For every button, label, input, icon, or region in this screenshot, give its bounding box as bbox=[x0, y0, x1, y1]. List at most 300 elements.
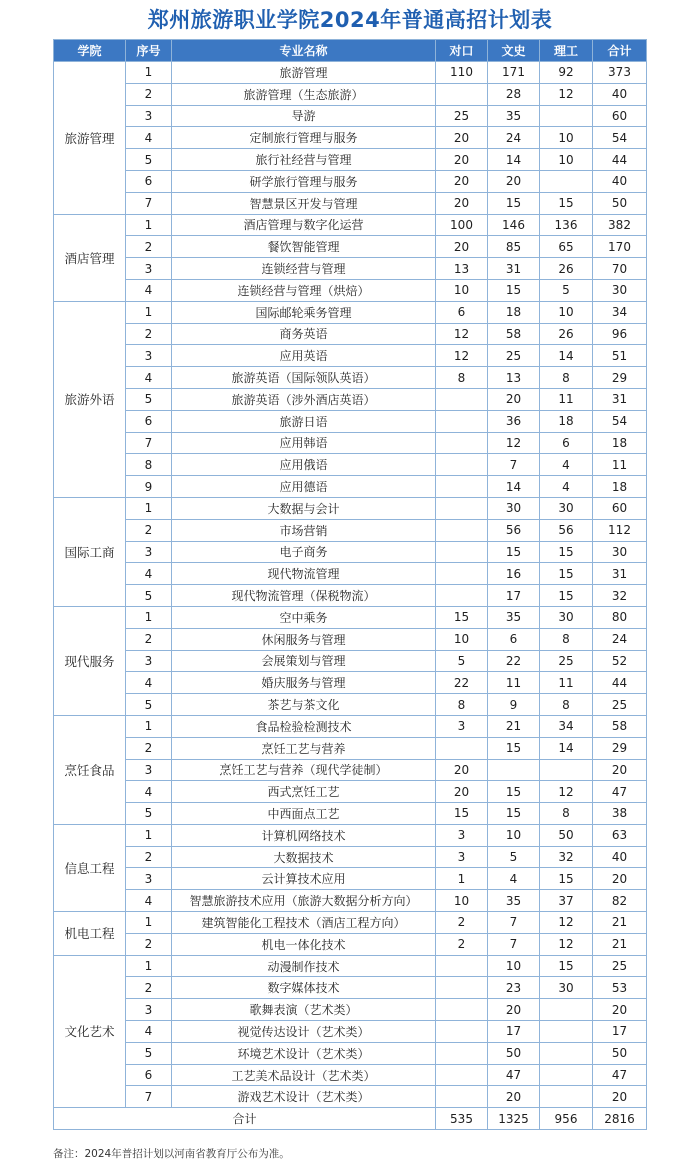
row-number-cell: 4 bbox=[126, 890, 172, 912]
college-name-cell: 旅游外语 bbox=[54, 301, 126, 497]
total-sum: 2816 bbox=[593, 1108, 647, 1130]
row-number-cell: 1 bbox=[126, 606, 172, 628]
row-number-cell: 7 bbox=[126, 1086, 172, 1108]
table-row bbox=[54, 105, 647, 127]
table-row bbox=[54, 759, 647, 781]
wenshi-cell: 15 bbox=[488, 279, 540, 301]
row-number-cell: 5 bbox=[126, 388, 172, 410]
duikou-cell: 2 bbox=[436, 933, 488, 955]
wenshi-cell: 7 bbox=[488, 912, 540, 934]
row-number-cell: 2 bbox=[126, 977, 172, 999]
row-total-cell: 25 bbox=[593, 955, 647, 977]
duikou-cell: 110 bbox=[436, 62, 488, 84]
duikou-cell: 15 bbox=[436, 606, 488, 628]
ligong-cell: 10 bbox=[540, 301, 593, 323]
wenshi-cell: 35 bbox=[488, 105, 540, 127]
table-row bbox=[54, 279, 647, 301]
major-name-cell: 烹饪工艺与营养（现代学徒制） bbox=[172, 759, 436, 781]
ligong-cell: 50 bbox=[540, 824, 593, 846]
duikou-cell: 20 bbox=[436, 170, 488, 192]
duikou-cell: 8 bbox=[436, 367, 488, 389]
wenshi-cell: 5 bbox=[488, 846, 540, 868]
row-total-cell: 34 bbox=[593, 301, 647, 323]
ligong-cell: 14 bbox=[540, 737, 593, 759]
major-name-cell: 酒店管理与数字化运营 bbox=[172, 214, 436, 236]
wenshi-cell: 9 bbox=[488, 694, 540, 716]
row-total-cell: 25 bbox=[593, 694, 647, 716]
row-number-cell: 2 bbox=[126, 236, 172, 258]
row-total-cell: 373 bbox=[593, 62, 647, 84]
row-total-cell: 112 bbox=[593, 519, 647, 541]
ligong-cell bbox=[540, 1064, 593, 1086]
row-number-cell: 4 bbox=[126, 672, 172, 694]
wenshi-cell: 15 bbox=[488, 803, 540, 825]
duikou-cell bbox=[436, 410, 488, 432]
header-wenshi: 文史 bbox=[488, 40, 540, 62]
major-name-cell: 定制旅行管理与服务 bbox=[172, 127, 436, 149]
header-major: 专业名称 bbox=[172, 40, 436, 62]
row-total-cell: 50 bbox=[593, 192, 647, 214]
duikou-cell: 12 bbox=[436, 323, 488, 345]
ligong-cell: 136 bbox=[540, 214, 593, 236]
college-name-cell: 机电工程 bbox=[54, 912, 126, 956]
ligong-cell: 12 bbox=[540, 781, 593, 803]
major-name-cell: 婚庆服务与管理 bbox=[172, 672, 436, 694]
major-name-cell: 应用俄语 bbox=[172, 454, 436, 476]
total-row bbox=[54, 1108, 647, 1130]
wenshi-cell: 14 bbox=[488, 149, 540, 171]
row-total-cell: 54 bbox=[593, 127, 647, 149]
ligong-cell: 56 bbox=[540, 519, 593, 541]
ligong-cell: 8 bbox=[540, 628, 593, 650]
duikou-cell: 15 bbox=[436, 803, 488, 825]
row-number-cell: 5 bbox=[126, 694, 172, 716]
row-total-cell: 29 bbox=[593, 737, 647, 759]
ligong-cell: 10 bbox=[540, 149, 593, 171]
ligong-cell: 32 bbox=[540, 846, 593, 868]
table-row bbox=[54, 192, 647, 214]
row-total-cell: 40 bbox=[593, 170, 647, 192]
header-college: 学院 bbox=[54, 40, 126, 62]
wenshi-cell: 7 bbox=[488, 933, 540, 955]
row-total-cell: 20 bbox=[593, 1086, 647, 1108]
major-name-cell: 现代物流管理 bbox=[172, 563, 436, 585]
wenshi-cell: 23 bbox=[488, 977, 540, 999]
row-number-cell: 6 bbox=[126, 410, 172, 432]
duikou-cell: 20 bbox=[436, 759, 488, 781]
wenshi-cell: 15 bbox=[488, 737, 540, 759]
wenshi-cell: 47 bbox=[488, 1064, 540, 1086]
ligong-cell: 92 bbox=[540, 62, 593, 84]
ligong-cell: 30 bbox=[540, 977, 593, 999]
college-name-cell: 烹饪食品 bbox=[54, 715, 126, 824]
duikou-cell: 25 bbox=[436, 105, 488, 127]
duikou-cell bbox=[436, 563, 488, 585]
ligong-cell bbox=[540, 1042, 593, 1064]
header-no: 序号 bbox=[126, 40, 172, 62]
table-row bbox=[54, 1021, 647, 1043]
major-name-cell: 连锁经营与管理 bbox=[172, 258, 436, 280]
duikou-cell: 20 bbox=[436, 781, 488, 803]
duikou-cell: 20 bbox=[436, 127, 488, 149]
table-row bbox=[54, 388, 647, 410]
row-total-cell: 52 bbox=[593, 650, 647, 672]
row-total-cell: 80 bbox=[593, 606, 647, 628]
major-name-cell: 烹饪工艺与营养 bbox=[172, 737, 436, 759]
ligong-cell: 11 bbox=[540, 388, 593, 410]
wenshi-cell: 18 bbox=[488, 301, 540, 323]
table-row bbox=[54, 301, 647, 323]
duikou-cell: 6 bbox=[436, 301, 488, 323]
table-row bbox=[54, 563, 647, 585]
major-name-cell: 智慧旅游技术应用（旅游大数据分析方向） bbox=[172, 890, 436, 912]
major-name-cell: 茶艺与茶文化 bbox=[172, 694, 436, 716]
table-row bbox=[54, 1086, 647, 1108]
header-duikou: 对口 bbox=[436, 40, 488, 62]
wenshi-cell: 35 bbox=[488, 606, 540, 628]
page-title: 郑州旅游职业学院2024年普通高招计划表 bbox=[147, 8, 553, 32]
duikou-cell bbox=[436, 454, 488, 476]
wenshi-cell: 17 bbox=[488, 585, 540, 607]
duikou-cell: 3 bbox=[436, 824, 488, 846]
wenshi-cell: 146 bbox=[488, 214, 540, 236]
major-name-cell: 会展策划与管理 bbox=[172, 650, 436, 672]
total-duikou: 535 bbox=[436, 1108, 488, 1130]
table-header-row bbox=[54, 40, 647, 62]
table-row bbox=[54, 606, 647, 628]
table-row bbox=[54, 410, 647, 432]
major-name-cell: 应用英语 bbox=[172, 345, 436, 367]
row-total-cell: 44 bbox=[593, 149, 647, 171]
row-number-cell: 1 bbox=[126, 301, 172, 323]
table-row bbox=[54, 1064, 647, 1086]
duikou-cell: 20 bbox=[436, 192, 488, 214]
row-number-cell: 9 bbox=[126, 476, 172, 498]
major-name-cell: 大数据技术 bbox=[172, 846, 436, 868]
major-name-cell: 计算机网络技术 bbox=[172, 824, 436, 846]
wenshi-cell: 14 bbox=[488, 476, 540, 498]
row-total-cell: 20 bbox=[593, 999, 647, 1021]
ligong-cell: 25 bbox=[540, 650, 593, 672]
row-number-cell: 2 bbox=[126, 323, 172, 345]
row-number-cell: 4 bbox=[126, 127, 172, 149]
ligong-cell: 4 bbox=[540, 454, 593, 476]
footnote: 备注：2024年普招计划以河南省教育厅公布为准。 bbox=[53, 1148, 290, 1160]
major-name-cell: 中西面点工艺 bbox=[172, 803, 436, 825]
major-name-cell: 旅游英语（涉外酒店英语） bbox=[172, 388, 436, 410]
ligong-cell: 18 bbox=[540, 410, 593, 432]
row-number-cell: 3 bbox=[126, 105, 172, 127]
wenshi-cell: 28 bbox=[488, 83, 540, 105]
table-row bbox=[54, 824, 647, 846]
row-number-cell: 4 bbox=[126, 367, 172, 389]
row-number-cell: 2 bbox=[126, 737, 172, 759]
major-name-cell: 旅游英语（国际领队英语） bbox=[172, 367, 436, 389]
row-number-cell: 2 bbox=[126, 628, 172, 650]
row-number-cell: 1 bbox=[126, 824, 172, 846]
major-name-cell: 机电一体化技术 bbox=[172, 933, 436, 955]
row-number-cell: 4 bbox=[126, 781, 172, 803]
duikou-cell: 3 bbox=[436, 846, 488, 868]
college-name-cell: 文化艺术 bbox=[54, 955, 126, 1108]
row-total-cell: 31 bbox=[593, 388, 647, 410]
row-total-cell: 70 bbox=[593, 258, 647, 280]
wenshi-cell: 15 bbox=[488, 192, 540, 214]
duikou-cell bbox=[436, 83, 488, 105]
duikou-cell bbox=[436, 519, 488, 541]
row-total-cell: 82 bbox=[593, 890, 647, 912]
wenshi-cell: 24 bbox=[488, 127, 540, 149]
row-total-cell: 30 bbox=[593, 279, 647, 301]
table-row bbox=[54, 672, 647, 694]
row-number-cell: 2 bbox=[126, 83, 172, 105]
row-total-cell: 382 bbox=[593, 214, 647, 236]
major-name-cell: 空中乘务 bbox=[172, 606, 436, 628]
row-total-cell: 54 bbox=[593, 410, 647, 432]
duikou-cell: 20 bbox=[436, 149, 488, 171]
duikou-cell bbox=[436, 1064, 488, 1086]
row-number-cell: 5 bbox=[126, 803, 172, 825]
major-name-cell: 国际邮轮乘务管理 bbox=[172, 301, 436, 323]
row-number-cell: 1 bbox=[126, 497, 172, 519]
duikou-cell: 10 bbox=[436, 279, 488, 301]
wenshi-cell: 7 bbox=[488, 454, 540, 476]
major-name-cell: 导游 bbox=[172, 105, 436, 127]
row-number-cell: 6 bbox=[126, 1064, 172, 1086]
wenshi-cell: 17 bbox=[488, 1021, 540, 1043]
major-name-cell: 大数据与会计 bbox=[172, 497, 436, 519]
table-row bbox=[54, 585, 647, 607]
wenshi-cell: 15 bbox=[488, 541, 540, 563]
duikou-cell: 13 bbox=[436, 258, 488, 280]
wenshi-cell: 13 bbox=[488, 367, 540, 389]
ligong-cell: 6 bbox=[540, 432, 593, 454]
major-name-cell: 餐饮智能管理 bbox=[172, 236, 436, 258]
row-number-cell: 3 bbox=[126, 759, 172, 781]
major-name-cell: 应用德语 bbox=[172, 476, 436, 498]
wenshi-cell: 30 bbox=[488, 497, 540, 519]
wenshi-cell: 20 bbox=[488, 1086, 540, 1108]
table-row bbox=[54, 955, 647, 977]
table-row bbox=[54, 846, 647, 868]
table-row bbox=[54, 803, 647, 825]
duikou-cell: 5 bbox=[436, 650, 488, 672]
table-row bbox=[54, 149, 647, 171]
row-total-cell: 18 bbox=[593, 432, 647, 454]
ligong-cell: 15 bbox=[540, 192, 593, 214]
header-ligong: 理工 bbox=[540, 40, 593, 62]
ligong-cell bbox=[540, 1086, 593, 1108]
wenshi-cell: 10 bbox=[488, 955, 540, 977]
major-name-cell: 研学旅行管理与服务 bbox=[172, 170, 436, 192]
ligong-cell: 15 bbox=[540, 585, 593, 607]
row-number-cell: 5 bbox=[126, 149, 172, 171]
row-total-cell: 21 bbox=[593, 933, 647, 955]
wenshi-cell: 22 bbox=[488, 650, 540, 672]
row-number-cell: 1 bbox=[126, 214, 172, 236]
enrollment-plan-table bbox=[53, 39, 647, 1130]
row-total-cell: 96 bbox=[593, 323, 647, 345]
duikou-cell bbox=[436, 977, 488, 999]
wenshi-cell: 16 bbox=[488, 563, 540, 585]
row-number-cell: 2 bbox=[126, 933, 172, 955]
table-row bbox=[54, 715, 647, 737]
row-total-cell: 20 bbox=[593, 759, 647, 781]
row-total-cell: 18 bbox=[593, 476, 647, 498]
row-number-cell: 5 bbox=[126, 585, 172, 607]
ligong-cell: 15 bbox=[540, 955, 593, 977]
major-name-cell: 商务英语 bbox=[172, 323, 436, 345]
major-name-cell: 环境艺术设计（艺术类） bbox=[172, 1042, 436, 1064]
row-number-cell: 7 bbox=[126, 432, 172, 454]
major-name-cell: 游戏艺术设计（艺术类） bbox=[172, 1086, 436, 1108]
row-total-cell: 20 bbox=[593, 868, 647, 890]
table-row bbox=[54, 628, 647, 650]
row-number-cell: 4 bbox=[126, 1021, 172, 1043]
ligong-cell: 15 bbox=[540, 563, 593, 585]
major-name-cell: 电子商务 bbox=[172, 541, 436, 563]
major-name-cell: 视觉传达设计（艺术类） bbox=[172, 1021, 436, 1043]
duikou-cell bbox=[436, 999, 488, 1021]
table-row bbox=[54, 519, 647, 541]
wenshi-cell: 20 bbox=[488, 999, 540, 1021]
table-row bbox=[54, 323, 647, 345]
major-name-cell: 动漫制作技术 bbox=[172, 955, 436, 977]
row-number-cell: 1 bbox=[126, 912, 172, 934]
table-row bbox=[54, 367, 647, 389]
major-name-cell: 云计算技术应用 bbox=[172, 868, 436, 890]
ligong-cell: 12 bbox=[540, 83, 593, 105]
wenshi-cell bbox=[488, 759, 540, 781]
duikou-cell: 8 bbox=[436, 694, 488, 716]
row-total-cell: 29 bbox=[593, 367, 647, 389]
row-total-cell: 51 bbox=[593, 345, 647, 367]
table-row bbox=[54, 127, 647, 149]
header-total: 合计 bbox=[593, 40, 647, 62]
row-number-cell: 1 bbox=[126, 715, 172, 737]
major-name-cell: 歌舞表演（艺术类） bbox=[172, 999, 436, 1021]
row-number-cell: 3 bbox=[126, 650, 172, 672]
row-total-cell: 31 bbox=[593, 563, 647, 585]
wenshi-cell: 10 bbox=[488, 824, 540, 846]
table-row bbox=[54, 497, 647, 519]
duikou-cell bbox=[436, 541, 488, 563]
row-number-cell: 3 bbox=[126, 999, 172, 1021]
duikou-cell: 12 bbox=[436, 345, 488, 367]
table-row bbox=[54, 170, 647, 192]
college-name-cell: 旅游管理 bbox=[54, 62, 126, 215]
ligong-cell: 26 bbox=[540, 323, 593, 345]
row-number-cell: 3 bbox=[126, 345, 172, 367]
table-row bbox=[54, 694, 647, 716]
major-name-cell: 数字媒体技术 bbox=[172, 977, 436, 999]
ligong-cell: 12 bbox=[540, 933, 593, 955]
total-ligong: 956 bbox=[540, 1108, 593, 1130]
wenshi-cell: 21 bbox=[488, 715, 540, 737]
row-total-cell: 38 bbox=[593, 803, 647, 825]
row-total-cell: 21 bbox=[593, 912, 647, 934]
row-number-cell: 4 bbox=[126, 563, 172, 585]
duikou-cell bbox=[436, 955, 488, 977]
major-name-cell: 应用韩语 bbox=[172, 432, 436, 454]
duikou-cell: 1 bbox=[436, 868, 488, 890]
row-number-cell: 2 bbox=[126, 519, 172, 541]
wenshi-cell: 35 bbox=[488, 890, 540, 912]
ligong-cell: 14 bbox=[540, 345, 593, 367]
row-total-cell: 17 bbox=[593, 1021, 647, 1043]
row-total-cell: 47 bbox=[593, 781, 647, 803]
ligong-cell: 8 bbox=[540, 803, 593, 825]
ligong-cell: 30 bbox=[540, 606, 593, 628]
major-name-cell: 市场营销 bbox=[172, 519, 436, 541]
row-number-cell: 6 bbox=[126, 170, 172, 192]
row-total-cell: 60 bbox=[593, 497, 647, 519]
major-name-cell: 西式烹饪工艺 bbox=[172, 781, 436, 803]
duikou-cell bbox=[436, 1042, 488, 1064]
ligong-cell bbox=[540, 105, 593, 127]
row-number-cell: 7 bbox=[126, 192, 172, 214]
ligong-cell bbox=[540, 170, 593, 192]
ligong-cell: 10 bbox=[540, 127, 593, 149]
major-name-cell: 旅游管理 bbox=[172, 62, 436, 84]
row-number-cell: 3 bbox=[126, 258, 172, 280]
wenshi-cell: 15 bbox=[488, 781, 540, 803]
row-total-cell: 170 bbox=[593, 236, 647, 258]
row-total-cell: 47 bbox=[593, 1064, 647, 1086]
wenshi-cell: 12 bbox=[488, 432, 540, 454]
major-name-cell: 休闲服务与管理 bbox=[172, 628, 436, 650]
ligong-cell: 4 bbox=[540, 476, 593, 498]
table-row bbox=[54, 62, 647, 84]
table-row bbox=[54, 890, 647, 912]
row-total-cell: 24 bbox=[593, 628, 647, 650]
duikou-cell bbox=[436, 497, 488, 519]
wenshi-cell: 11 bbox=[488, 672, 540, 694]
duikou-cell: 3 bbox=[436, 715, 488, 737]
table-row bbox=[54, 214, 647, 236]
major-name-cell: 旅游管理（生态旅游） bbox=[172, 83, 436, 105]
row-total-cell: 50 bbox=[593, 1042, 647, 1064]
ligong-cell: 15 bbox=[540, 868, 593, 890]
table-row bbox=[54, 737, 647, 759]
ligong-cell bbox=[540, 999, 593, 1021]
wenshi-cell: 20 bbox=[488, 170, 540, 192]
row-number-cell: 3 bbox=[126, 868, 172, 890]
major-name-cell: 建筑智能化工程技术（酒店工程方向） bbox=[172, 912, 436, 934]
duikou-cell bbox=[436, 585, 488, 607]
table-row bbox=[54, 912, 647, 934]
row-total-cell: 40 bbox=[593, 846, 647, 868]
major-name-cell: 连锁经营与管理（烘焙） bbox=[172, 279, 436, 301]
wenshi-cell: 50 bbox=[488, 1042, 540, 1064]
row-total-cell: 63 bbox=[593, 824, 647, 846]
row-number-cell: 8 bbox=[126, 454, 172, 476]
row-total-cell: 40 bbox=[593, 83, 647, 105]
table-row bbox=[54, 454, 647, 476]
table-row bbox=[54, 999, 647, 1021]
major-name-cell: 旅游日语 bbox=[172, 410, 436, 432]
table-row bbox=[54, 258, 647, 280]
major-name-cell: 食品检验检测技术 bbox=[172, 715, 436, 737]
ligong-cell: 30 bbox=[540, 497, 593, 519]
major-name-cell: 旅行社经营与管理 bbox=[172, 149, 436, 171]
wenshi-cell: 58 bbox=[488, 323, 540, 345]
duikou-cell bbox=[436, 476, 488, 498]
row-number-cell: 5 bbox=[126, 1042, 172, 1064]
row-total-cell: 32 bbox=[593, 585, 647, 607]
table-body bbox=[54, 62, 647, 1108]
ligong-cell: 34 bbox=[540, 715, 593, 737]
